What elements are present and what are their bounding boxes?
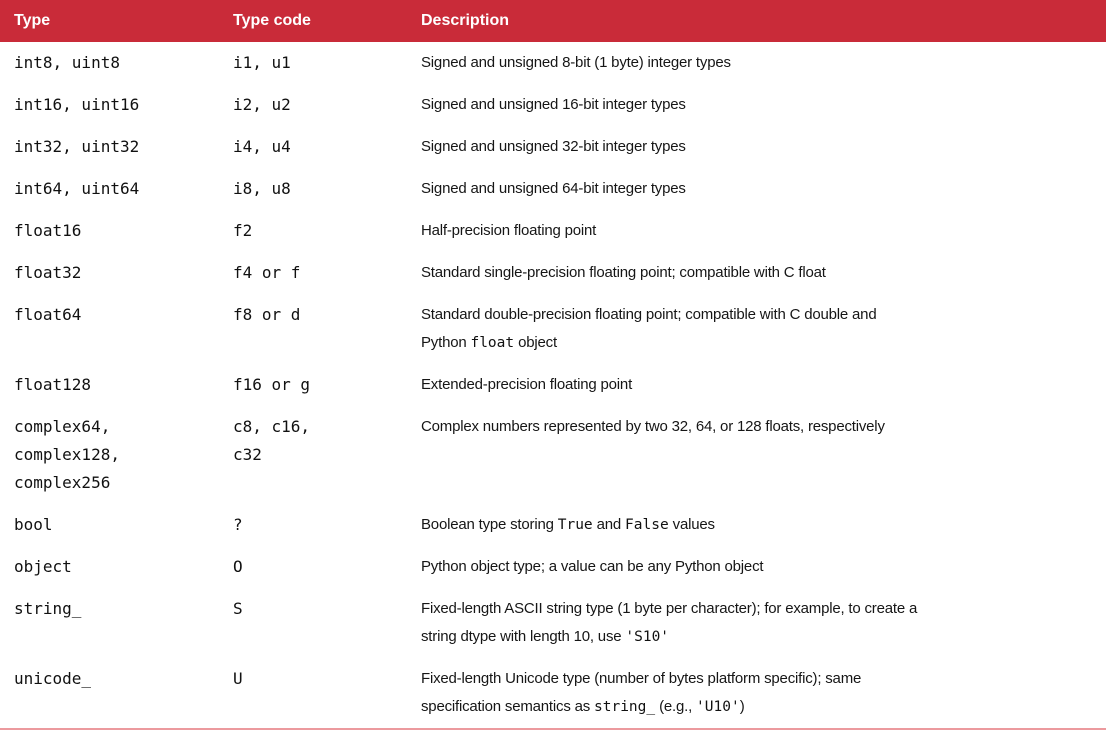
inline-code: float bbox=[470, 335, 515, 351]
table-row bbox=[0, 84, 1106, 126]
type-code-cell: S bbox=[233, 599, 243, 618]
type-cell: bool bbox=[14, 515, 53, 534]
description-cell: Standard double-precision floating point; compatible with C double and Python float object bbox=[421, 306, 877, 351]
type-cell: complex64, complex128, complex256 bbox=[14, 417, 120, 492]
type-code-cell: c8, c16, c32 bbox=[233, 417, 311, 464]
inline-code: 'U10' bbox=[696, 699, 740, 715]
table-row bbox=[0, 546, 1106, 588]
description-cell: Fixed-length Unicode type (number of bytes platform specific); same specification semantics as string_ (e.g., 'U10') bbox=[421, 670, 862, 715]
type-cell: int32, uint32 bbox=[14, 137, 140, 156]
table-row bbox=[0, 504, 1106, 546]
description-cell: Extended-precision floating point bbox=[421, 376, 633, 393]
inline-code: string_ bbox=[594, 699, 656, 715]
type-code-cell: i1, u1 bbox=[233, 53, 291, 72]
type-code-cell: ? bbox=[233, 515, 243, 534]
description-cell: Signed and unsigned 32-bit integer types bbox=[421, 138, 686, 155]
type-cell: float64 bbox=[14, 305, 82, 324]
type-cell: float16 bbox=[14, 221, 82, 240]
header-row bbox=[0, 0, 1106, 42]
table-row bbox=[0, 406, 1106, 504]
table-row bbox=[0, 168, 1106, 210]
table-row bbox=[0, 126, 1106, 168]
type-cell: int8, uint8 bbox=[14, 53, 120, 72]
description-cell: Signed and unsigned 8-bit (1 byte) integer types bbox=[421, 54, 731, 71]
description-cell: Signed and unsigned 16-bit integer types bbox=[421, 96, 686, 113]
table-row bbox=[0, 588, 1106, 658]
type-code-cell: i4, u4 bbox=[233, 137, 291, 156]
type-cell: object bbox=[14, 557, 72, 576]
description-cell: Standard single-precision floating point; compatible with C float bbox=[421, 264, 826, 281]
column-header-type: Type bbox=[0, 0, 233, 42]
description-cell: Fixed-length ASCII string type (1 byte per character); for example, to create a string dtype with length 10, use 'S10' bbox=[421, 600, 918, 645]
table-row bbox=[0, 294, 1106, 364]
description-cell: Signed and unsigned 64-bit integer types bbox=[421, 180, 686, 197]
table-row bbox=[0, 364, 1106, 406]
type-cell: string_ bbox=[14, 599, 82, 618]
type-cell: float128 bbox=[14, 375, 92, 394]
description-cell: Python object type; a value can be any Python object bbox=[421, 558, 764, 575]
type-code-cell: i2, u2 bbox=[233, 95, 291, 114]
description-cell: Boolean type storing True and False values bbox=[421, 516, 715, 533]
table-row bbox=[0, 252, 1106, 294]
type-cell: int64, uint64 bbox=[14, 179, 140, 198]
description-cell: Complex numbers represented by two 32, 64, or 128 floats, respectively bbox=[421, 418, 885, 435]
column-header-type-code: Type code bbox=[233, 0, 421, 42]
inline-code: True bbox=[557, 517, 593, 533]
type-code-cell: f16 or g bbox=[233, 375, 311, 394]
type-cell: unicode_ bbox=[14, 669, 92, 688]
inline-code: False bbox=[625, 517, 669, 533]
type-cell: int16, uint16 bbox=[14, 95, 140, 114]
inline-code: 'S10' bbox=[625, 629, 670, 645]
type-cell: float32 bbox=[14, 263, 82, 282]
description-cell: Half-precision floating point bbox=[421, 222, 597, 239]
table-row bbox=[0, 658, 1106, 729]
type-code-cell: O bbox=[233, 557, 243, 576]
type-code-cell: f2 bbox=[233, 221, 253, 240]
type-code-cell: i8, u8 bbox=[233, 179, 291, 198]
table-row bbox=[0, 210, 1106, 252]
type-code-cell: U bbox=[233, 669, 243, 688]
type-code-cell: f4 or f bbox=[233, 263, 301, 282]
table-row bbox=[0, 42, 1106, 84]
column-header-description: Description bbox=[421, 0, 1106, 42]
type-code-cell: f8 or d bbox=[233, 305, 301, 324]
